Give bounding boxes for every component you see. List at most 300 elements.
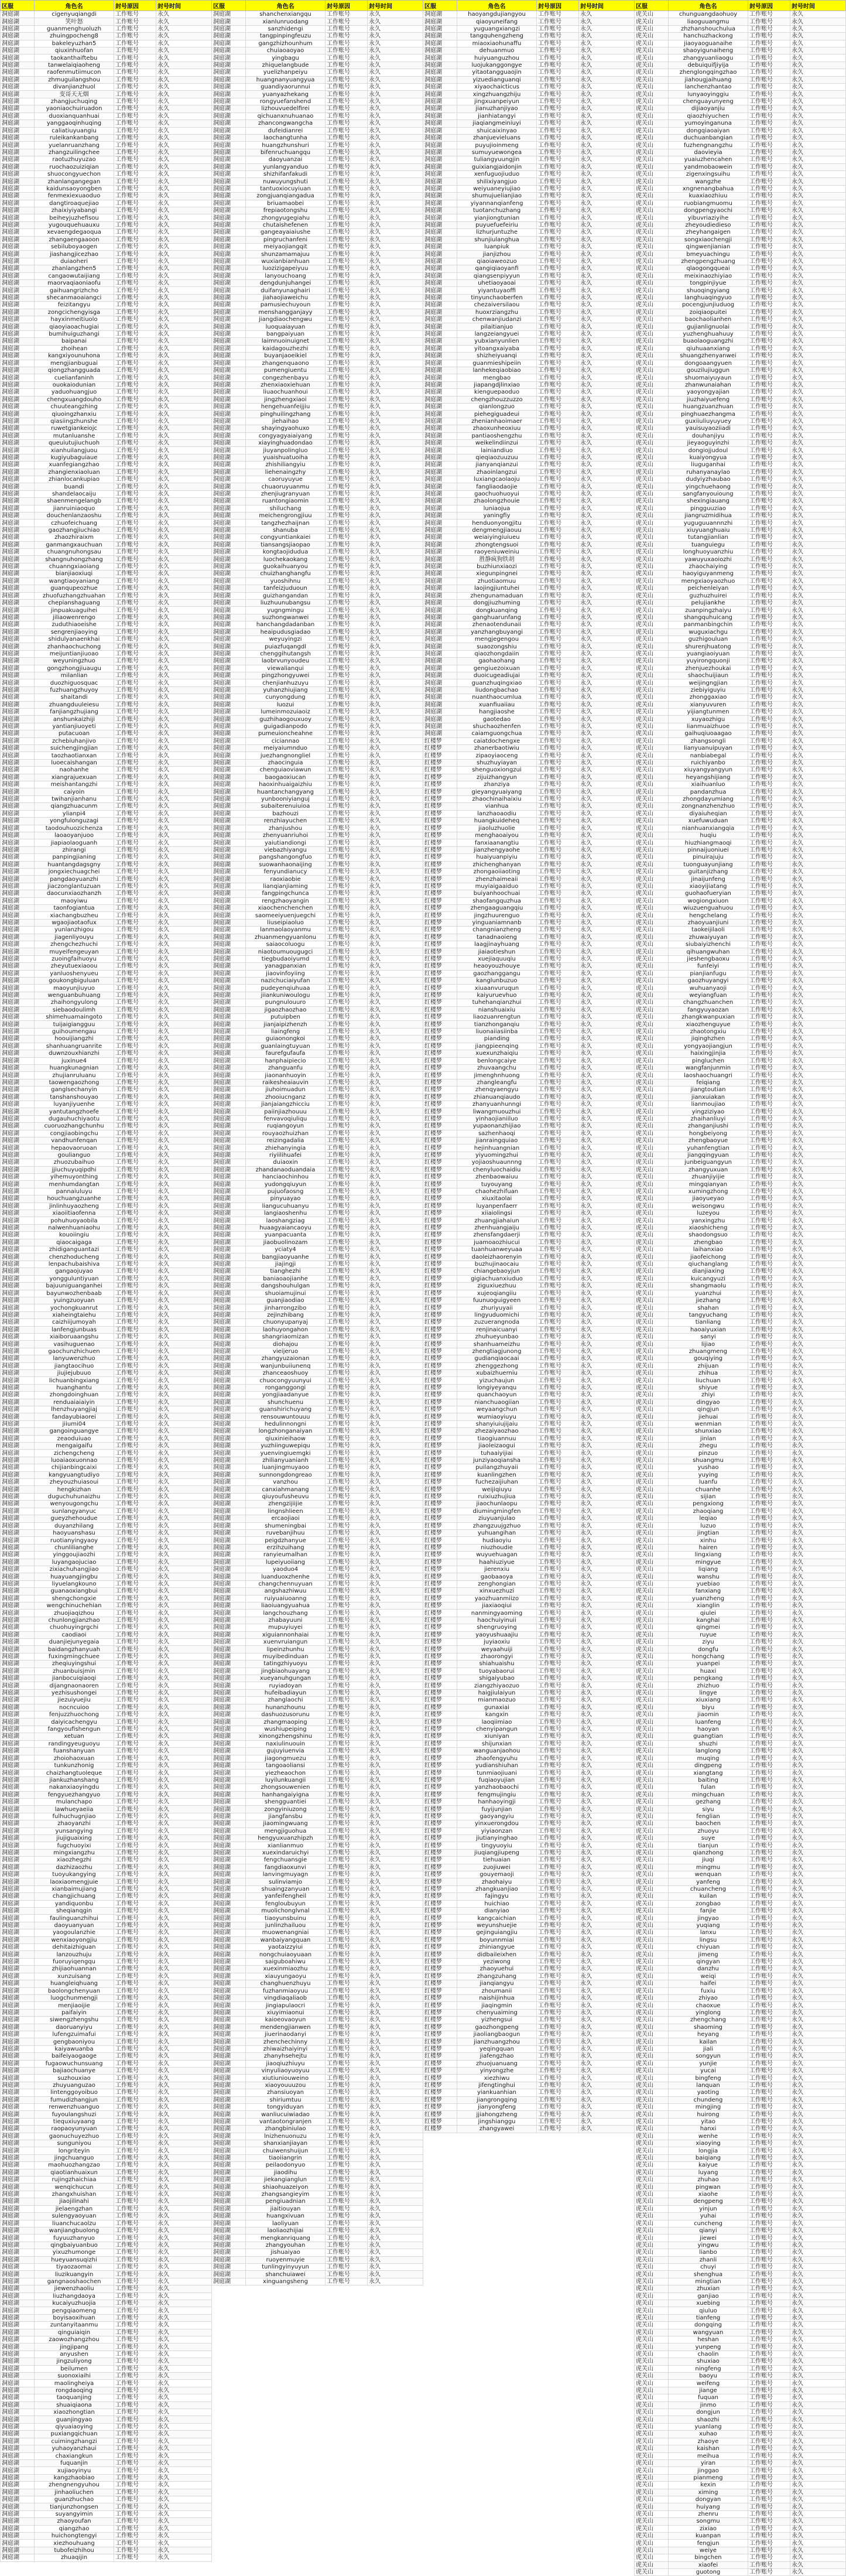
table-row — [1, 759, 212, 766]
role-name-cell: riyiilihuafei — [246, 1152, 326, 1159]
ban-time-cell: 永久 — [368, 1246, 423, 1253]
role-name-cell: buzhujinaocaiu — [457, 1260, 537, 1267]
ban-reason-cell: 工作账号 — [114, 25, 156, 32]
region-cell: 洞庭湖 — [212, 40, 246, 47]
ban-reason-cell: 工作账号 — [537, 2126, 579, 2133]
ban-time-cell: 永久 — [156, 1944, 212, 1951]
role-name-cell: nocncuioo — [35, 1704, 114, 1711]
ban-time-cell: 永久 — [368, 207, 423, 214]
table-row — [423, 381, 635, 388]
table-row — [212, 520, 423, 527]
role-name-cell: jiankuzhanshang — [35, 1776, 114, 1784]
ban-time-cell: 永久 — [156, 47, 212, 54]
ban-time-cell: 永久 — [579, 1813, 635, 1820]
ban-time-cell: 永久 — [368, 1501, 423, 1508]
ban-time-cell: 永久 — [579, 2075, 635, 2082]
table-row — [423, 1108, 635, 1115]
ban-reason-cell: 工作账号 — [114, 1355, 156, 1362]
table-row — [212, 1464, 423, 1471]
ban-time-cell: 永久 — [156, 1202, 212, 1210]
region-cell: 洞庭湖 — [212, 1304, 246, 1311]
region-cell: 洞庭湖 — [1, 745, 35, 752]
ban-reason-cell: 工作账号 — [326, 955, 368, 962]
role-name-cell: jiaoqiuzhiuyu — [246, 2060, 326, 2067]
table-row — [1, 2009, 212, 2016]
role-name-cell: ranyieumalhan — [246, 1552, 326, 1559]
role-name-cell: weyaangchun — [457, 1406, 537, 1413]
table-row — [423, 418, 635, 425]
ban-reason-cell: 工作账号 — [537, 403, 579, 410]
table-row — [212, 570, 423, 578]
role-name-cell: congjiaobingchu — [35, 1130, 114, 1137]
role-name-cell: lanfengjunbuas — [35, 1326, 114, 1333]
ban-time-cell: 永久 — [156, 2118, 212, 2125]
role-name-cell: fuzhuangzhuyoy — [35, 686, 114, 693]
role-name-cell: congyuntiankaiei — [246, 534, 326, 541]
region-cell: 红楼梦 — [423, 1304, 457, 1311]
role-name-cell: chenguayunyeng — [669, 98, 748, 105]
region-cell: 洞庭湖 — [1, 323, 35, 330]
table-row — [1, 1377, 212, 1384]
ban-reason-cell: 工作账号 — [326, 948, 368, 955]
region-cell: 洞庭湖 — [212, 1428, 246, 1435]
region-cell: 红楼梦 — [423, 1762, 457, 1769]
region-cell: 红楼梦 — [423, 1908, 457, 1915]
ban-time-cell: 永久 — [156, 2503, 212, 2510]
region-cell: 洞庭湖 — [212, 2169, 246, 2176]
region-cell: 洞庭湖 — [212, 1377, 246, 1384]
ban-reason-cell: 工作账号 — [537, 1682, 579, 1689]
ban-reason-cell: 工作账号 — [114, 868, 156, 875]
region-cell: 洞庭湖 — [423, 316, 457, 323]
ban-time-cell: 永久 — [368, 353, 423, 360]
ban-reason-cell: 工作账号 — [537, 1268, 579, 1275]
table-row — [212, 643, 423, 650]
region-cell: 洞庭湖 — [1, 1493, 35, 1500]
ban-reason-cell: 工作账号 — [114, 628, 156, 636]
table-row — [1, 1021, 212, 1028]
ban-reason-cell: 工作账号 — [326, 818, 368, 825]
region-cell: 红楼梦 — [423, 970, 457, 977]
table-row — [1, 1232, 212, 1239]
ban-reason-cell: 工作账号 — [326, 992, 368, 999]
ban-reason-cell: 工作账号 — [326, 737, 368, 744]
ban-reason-cell: 工作账号 — [537, 803, 579, 810]
table-row — [1, 1885, 212, 1892]
region-cell: 洞庭湖 — [212, 978, 246, 985]
table-row — [1, 1479, 212, 1486]
ban-time-cell: 永久 — [579, 701, 635, 708]
ban-time-cell: 永久 — [579, 396, 635, 403]
ban-time-cell: 永久 — [156, 1951, 212, 1958]
region-cell: 洞庭湖 — [1, 2322, 35, 2329]
region-cell: 洞庭湖 — [423, 25, 457, 32]
table-row — [1, 578, 212, 585]
ban-reason-cell: 工作账号 — [114, 1464, 156, 1471]
role-name-cell: gangnaoshaochen — [35, 2278, 114, 2285]
role-name-cell: yubxianyunlien — [457, 338, 537, 345]
ban-reason-cell: 工作账号 — [326, 556, 368, 563]
ban-reason-cell: 工作账号 — [537, 927, 579, 934]
role-name-cell: zchebiuhanjivo — [35, 737, 114, 744]
ban-time-cell: 永久 — [156, 2452, 212, 2459]
ban-reason-cell: 工作账号 — [326, 1798, 368, 1805]
region-cell: 洞庭湖 — [1, 2482, 35, 2489]
region-cell: 洞庭湖 — [1, 265, 35, 272]
table-row — [1, 2307, 212, 2314]
table-row — [423, 2111, 635, 2118]
role-name-cell: tatingzhiyuoyu — [246, 1661, 326, 1668]
region-cell: 洞庭湖 — [212, 2089, 246, 2096]
ban-reason-cell: 工作账号 — [114, 170, 156, 177]
ban-time-cell: 永久 — [790, 33, 846, 40]
region-cell: 洞庭湖 — [212, 1834, 246, 1842]
role-name-cell: ruqiangoyun — [246, 1123, 326, 1130]
role-name-cell: jiiankuniwoulogu — [246, 992, 326, 999]
ban-time-cell: 永久 — [156, 345, 212, 352]
table-row — [423, 178, 635, 185]
ban-time-cell: 永久 — [368, 1428, 423, 1435]
role-name-cell: duchuanbangian — [669, 134, 748, 141]
ban-time-cell: 永久 — [368, 98, 423, 105]
table-row — [212, 425, 423, 432]
region-cell: 洞庭湖 — [1, 2162, 35, 2169]
ban-time-cell: 永久 — [579, 781, 635, 788]
role-name-cell: zhiniangyue — [457, 1944, 537, 1951]
table-row — [423, 1406, 635, 1413]
ban-reason-cell: 工作账号 — [748, 170, 790, 177]
role-name-cell: wanjunbuiiunenq — [246, 1362, 326, 1369]
ban-time-cell: 永久 — [368, 418, 423, 425]
table-row — [423, 810, 635, 817]
region-cell: 洞庭湖 — [212, 709, 246, 716]
ban-time-cell: 永久 — [579, 1653, 635, 1660]
ban-time-cell: 永久 — [579, 1087, 635, 1094]
role-name-cell: zhaozhiraixm — [35, 534, 114, 541]
ban-time-cell: 永久 — [579, 11, 635, 18]
role-name-cell: uhetiaoyaoai — [457, 280, 537, 287]
ban-reason-cell: 工作账号 — [326, 2038, 368, 2045]
ban-reason-cell: 工作账号 — [114, 1893, 156, 1900]
table-row — [423, 1595, 635, 1602]
table-row — [212, 1043, 423, 1050]
table-row — [1, 2380, 212, 2387]
ban-reason-cell: 工作账号 — [537, 236, 579, 243]
table-row — [423, 636, 635, 643]
role-name-cell: chijianbingcaixi — [35, 1464, 114, 1471]
table-row — [423, 1377, 635, 1384]
ban-time-cell: 永久 — [579, 142, 635, 149]
ban-reason-cell: 工作账号 — [537, 2082, 579, 2089]
table-row — [423, 1646, 635, 1653]
ban-time-cell: 永久 — [156, 534, 212, 541]
role-name-cell: ganghuarunfang — [457, 614, 537, 621]
role-name-cell: tanfeizjuduoun — [246, 585, 326, 592]
table-row — [423, 2017, 635, 2024]
ban-time-cell: 永久 — [156, 1326, 212, 1333]
role-name-cell: 笑叶怒 — [35, 18, 114, 25]
region-cell: 洞庭湖 — [212, 636, 246, 643]
region-cell: 洞庭湖 — [212, 1094, 246, 1101]
ban-time-cell: 永久 — [579, 40, 635, 47]
ban-reason-cell: 工作账号 — [114, 1188, 156, 1195]
table-row — [212, 2213, 423, 2220]
ban-reason-cell: 工作账号 — [114, 723, 156, 730]
region-cell: 洞庭湖 — [212, 1595, 246, 1602]
ban-time-cell: 永久 — [368, 2256, 423, 2263]
role-name-cell: lizhouvuedelfirei — [246, 105, 326, 112]
ban-reason-cell: 工作账号 — [114, 1413, 156, 1420]
ban-reason-cell: 工作账号 — [326, 244, 368, 251]
role-name-cell: buyanjaoeikiel — [246, 353, 326, 360]
ban-time-cell: 永久 — [368, 1014, 423, 1021]
ban-time-cell: 永久 — [579, 1791, 635, 1798]
ban-time-cell: 永久 — [579, 1253, 635, 1260]
table-row — [212, 818, 423, 825]
role-name-cell: duoxianquanhuai — [35, 112, 114, 119]
role-name-cell: xueyanuhgungan — [246, 1675, 326, 1682]
role-name-header: 角色名 — [457, 1, 537, 11]
role-name-cell: luogchunmengji — [35, 1994, 114, 2001]
role-name-cell: ruixiuzhujiua — [457, 1493, 537, 1500]
ban-reason-cell: 工作账号 — [326, 1559, 368, 1566]
region-cell: 洞庭湖 — [1, 679, 35, 686]
ban-reason-cell: 工作账号 — [537, 163, 579, 170]
table-row — [1, 2416, 212, 2423]
region-cell: 洞庭湖 — [212, 1769, 246, 1776]
ban-time-cell: 永久 — [156, 1232, 212, 1239]
role-name-cell: zhangmaoping — [246, 1719, 326, 1726]
role-name-cell: cigenyuqiangdi — [35, 11, 114, 18]
region-cell: 洞庭湖 — [1, 1384, 35, 1391]
table-row — [1, 330, 212, 337]
role-name-cell: xiezhouhuang — [35, 2540, 114, 2547]
table-row — [212, 330, 423, 337]
ban-time-cell: 永久 — [579, 985, 635, 992]
ban-reason-cell: 工作账号 — [537, 1639, 579, 1646]
ban-time-cell: 永久 — [368, 1806, 423, 1813]
ban-time-cell: 永久 — [368, 1798, 423, 1805]
ban-time-cell: 永久 — [368, 345, 423, 352]
ban-reason-cell: 工作账号 — [326, 47, 368, 54]
ban-reason-cell: 工作账号 — [537, 1406, 579, 1413]
ban-time-cell: 永久 — [368, 1464, 423, 1471]
role-name-cell: chengxuangdouho — [35, 396, 114, 403]
region-cell: 洞庭湖 — [1, 2038, 35, 2045]
region-cell: 洞庭湖 — [1, 1639, 35, 1646]
role-name-cell: shandelaocaiju — [35, 490, 114, 497]
ban-reason-cell: 工作账号 — [326, 723, 368, 730]
ban-reason-cell: 工作账号 — [114, 149, 156, 156]
region-cell: 洞庭湖 — [1, 1857, 35, 1864]
table-row — [423, 1936, 635, 1943]
ban-reason-cell: 工作账号 — [114, 1174, 156, 1181]
table-row — [423, 2045, 635, 2052]
role-name-cell: shaitandi — [35, 694, 114, 701]
role-name-cell: longiyeyanqu — [457, 1384, 537, 1391]
table-row — [212, 1428, 423, 1435]
table-row — [212, 221, 423, 228]
table-row — [212, 229, 423, 236]
ban-reason-cell: 工作账号 — [326, 229, 368, 236]
ban-reason-cell: 工作账号 — [114, 1994, 156, 2001]
ban-reason-cell: 工作账号 — [537, 170, 579, 177]
table-row — [1, 2154, 212, 2161]
ban-time-cell: 永久 — [368, 2045, 423, 2052]
role-name-cell: chunguangdaohuoy — [669, 11, 748, 18]
role-name-cell: qinguiaiqin — [35, 2329, 114, 2336]
ban-reason-cell: 工作账号 — [114, 2249, 156, 2256]
table-row — [1, 2256, 212, 2263]
table-row — [423, 1043, 635, 1050]
region-cell: 洞庭湖 — [1, 2205, 35, 2212]
ban-time-cell: 永久 — [156, 709, 212, 716]
ban-time-cell: 永久 — [579, 999, 635, 1006]
ban-time-cell: 永久 — [579, 193, 635, 200]
region-cell: 洞庭湖 — [212, 244, 246, 251]
ban-time-cell: 永久 — [579, 2067, 635, 2074]
role-name-cell: rouyaozhuizhan — [246, 1130, 326, 1137]
role-name-cell: zhuriyuyaii — [457, 1304, 537, 1311]
region-cell: 洞庭湖 — [423, 323, 457, 330]
role-name-cell: luozizigapeiyuu — [246, 265, 326, 272]
table-row — [423, 1631, 635, 1638]
region-cell: 洞庭湖 — [212, 570, 246, 578]
region-cell: 洞庭湖 — [212, 447, 246, 454]
ban-reason-cell: 工作账号 — [114, 367, 156, 374]
table-row — [423, 992, 635, 999]
ban-time-cell: 永久 — [579, 1878, 635, 1885]
role-name-header: 角色名 — [246, 1, 326, 11]
role-name-cell: reizingadalia — [246, 1137, 326, 1144]
ban-reason-cell: 工作账号 — [114, 498, 156, 505]
region-cell: 洞庭湖 — [212, 221, 246, 228]
ban-reason-cell: 工作账号 — [326, 105, 368, 112]
region-cell: 洞庭湖 — [1, 381, 35, 388]
role-name-cell: jierenxiu — [457, 1566, 537, 1573]
role-name-cell: zhanerbaotiwiu — [457, 745, 537, 752]
region-cell: 洞庭湖 — [212, 1443, 246, 1450]
table-row — [212, 1893, 423, 1900]
ban-time-cell: 永久 — [368, 1602, 423, 1609]
role-name-cell: zhiehanyingia — [246, 1144, 326, 1152]
ban-reason-cell: 工作账号 — [114, 795, 156, 802]
ban-time-cell: 永久 — [579, 1369, 635, 1376]
role-name-cell: fajingyu — [457, 1893, 537, 1900]
ban-time-cell: 永久 — [368, 490, 423, 497]
ban-time-cell: 永久 — [368, 170, 423, 177]
ban-time-cell: 永久 — [156, 614, 212, 621]
role-name-cell: dangtiroaquejiao — [35, 200, 114, 207]
table-row — [423, 672, 635, 679]
table-row — [1, 1137, 212, 1144]
role-name-cell: meijuntianjiuoao — [35, 650, 114, 657]
ban-time-cell: 永久 — [368, 883, 423, 890]
role-name-cell: chenguiaoviawun — [246, 767, 326, 774]
role-name-cell: zhujianruluanu — [35, 1072, 114, 1079]
ban-time-cell: 永久 — [156, 2213, 212, 2220]
region-cell: 洞庭湖 — [212, 2038, 246, 2045]
ban-reason-cell: 工作账号 — [326, 846, 368, 853]
role-name-cell: jiaiaotieshun — [457, 948, 537, 955]
ban-time-cell: 永久 — [368, 737, 423, 744]
ban-time-cell: 永久 — [579, 1726, 635, 1733]
ban-reason-cell: 工作账号 — [326, 985, 368, 992]
role-name-cell: shumujuelianjiao — [457, 193, 537, 200]
ban-time-cell: 永久 — [156, 425, 212, 432]
role-name-cell: zhiwaizhaiyinyi — [246, 2045, 326, 2052]
ban-time-cell: 永久 — [156, 2154, 212, 2161]
ban-time-cell: 永久 — [156, 214, 212, 221]
role-name-cell: kugiyubaguiaue — [35, 454, 114, 461]
ban-time-cell: 永久 — [156, 2017, 212, 2024]
region-cell: 洞庭湖 — [1, 2285, 35, 2293]
ban-time-cell: 永久 — [368, 287, 423, 294]
region-cell: 红楼梦 — [423, 1464, 457, 1471]
ban-time-cell: 永久 — [156, 563, 212, 570]
table-row — [212, 1283, 423, 1290]
role-name-cell: divanjianzhuol — [35, 84, 114, 91]
ban-reason-cell: 工作账号 — [537, 1580, 579, 1587]
ban-reason-cell: 工作账号 — [326, 1443, 368, 1450]
ban-time-cell: 永久 — [156, 2525, 212, 2532]
role-name-cell: tanadnaoieng — [457, 934, 537, 941]
region-cell: 洞庭湖 — [1, 1827, 35, 1834]
ban-time-cell: 永久 — [368, 854, 423, 861]
ban-reason-cell: 工作账号 — [326, 578, 368, 585]
ban-reason-cell: 工作账号 — [326, 1602, 368, 1609]
ban-reason-cell: 工作账号 — [537, 1646, 579, 1653]
table-row — [1, 2191, 212, 2198]
role-name-cell: bajiaochuanye — [35, 2067, 114, 2074]
region-cell: 洞庭湖 — [212, 541, 246, 548]
role-name-cell: dongjiuzhuming — [457, 599, 537, 606]
ban-reason-cell: 工作账号 — [114, 1661, 156, 1668]
region-cell: 洞庭湖 — [1, 1711, 35, 1719]
ban-time-cell: 永久 — [156, 1813, 212, 1820]
table-row — [212, 1726, 423, 1733]
role-name-cell: jiaonanhuoyin — [246, 1072, 326, 1079]
ban-reason-cell: 工作账号 — [114, 389, 156, 396]
region-cell: 红楼梦 — [423, 1697, 457, 1704]
region-cell: 红楼梦 — [423, 1094, 457, 1101]
region-cell: 洞庭湖 — [212, 1464, 246, 1471]
ban-reason-cell: 工作账号 — [114, 745, 156, 752]
region-cell: 洞庭湖 — [212, 1849, 246, 1856]
region-cell: 洞庭湖 — [1, 658, 35, 665]
ban-time-cell: 永久 — [156, 280, 212, 287]
region-cell: 红楼梦 — [423, 1341, 457, 1348]
table-row — [423, 1857, 635, 1864]
table-row — [423, 1392, 635, 1399]
region-cell: 红楼梦 — [423, 1958, 457, 1965]
table-row — [212, 1420, 423, 1427]
ban-reason-cell: 工作账号 — [326, 1791, 368, 1798]
table-row — [423, 185, 635, 192]
region-cell: 洞庭湖 — [212, 1275, 246, 1282]
table-row — [423, 2060, 635, 2067]
ban-time-cell: 永久 — [156, 1893, 212, 1900]
ban-time-cell: 永久 — [368, 84, 423, 91]
ban-time-cell: 永久 — [579, 1580, 635, 1587]
ban-time-cell: 永久 — [156, 360, 212, 367]
ban-time-cell: 永久 — [368, 1631, 423, 1638]
role-name-cell: jiaitiouyan — [246, 2205, 326, 2212]
ban-reason-cell: 工作账号 — [537, 1275, 579, 1282]
table-row — [423, 1711, 635, 1719]
role-name-cell: zhirangi — [35, 846, 114, 853]
ban-reason-cell: 工作账号 — [537, 1755, 579, 1762]
